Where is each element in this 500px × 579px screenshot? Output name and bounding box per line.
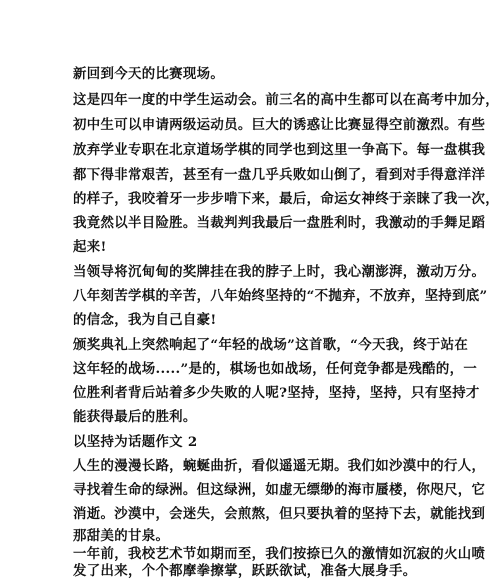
- text-line: 新回到今天的比赛现场。: [73, 66, 225, 82]
- text-line: 颁奖典礼上突然响起了“年轻的战场”这首歌，“今天我，终于站在: [73, 337, 469, 353]
- text-line: 能获得最后的胜利。: [73, 409, 197, 425]
- text-line: 都下得非常艰苦，甚至有一盘几乎兵败如山倒了，看到对手得意洋洋: [73, 167, 486, 183]
- text-line: 消逝。沙漠中，会迷失，会煎熬，但只要执着的坚持下去，就能找到: [73, 506, 486, 522]
- text-line: 起来!: [73, 239, 107, 255]
- text-line: 当领导将沉甸甸的奖牌挂在我的脖子上时，我心潮澎湃，激动万分。: [73, 264, 486, 280]
- text-line: 放弃学业专职在北京道场学棋的同学也到这里一争高下。每一盘棋我: [73, 142, 486, 158]
- text-line: 那甜美的甘泉。: [73, 528, 170, 544]
- text-line: 的样子，我咬着牙一步步啃下来，最后，命运女神终于亲睐了我一次，: [73, 191, 499, 207]
- text-line: 发了出来，个个都摩拳擦掌，跃跃欲试，准备大展身手。: [73, 563, 417, 579]
- text-line: 这是四年一度的中学生运动会。前三名的高中生都可以在高考中加分，: [73, 92, 499, 108]
- text-line: 寻找着生命的绿洲。但这绿洲，如虚无缥缈的海市蜃楼，你咫尺，它: [73, 482, 486, 498]
- section-heading: 以坚持为话题作文 2: [73, 434, 198, 450]
- text-line: 人生的漫漫长路，蜿蜒曲折，看似遥遥无期。我们如沙漠中的行人，: [73, 458, 486, 474]
- text-line: 初中生可以申请两级运动员。巨大的诱惑让比赛显得空前激烈。有些: [73, 117, 486, 133]
- text-line: 的信念，我为自己自豪!: [73, 312, 217, 328]
- text-line: 八年刻苦学棋的辛苦，八年始终坚持的“不抛弃，不放弃，坚持到底”: [73, 288, 488, 304]
- text-line: 这年轻的战场.....”是的，棋场也如战场，任何竞争都是残酷的，一: [73, 361, 478, 377]
- text-line: 位胜利者背后站着多少失败的人呢?坚持，坚持，坚持，只有坚持才: [73, 385, 480, 401]
- text-line: 我竟然以半目险胜。当裁判判我最后一盘胜利时，我激动的手舞足蹈: [73, 215, 486, 231]
- text-line: 一年前，我校艺术节如期而至，我们按捺已久的激情如沉寂的火山喷: [73, 546, 486, 562]
